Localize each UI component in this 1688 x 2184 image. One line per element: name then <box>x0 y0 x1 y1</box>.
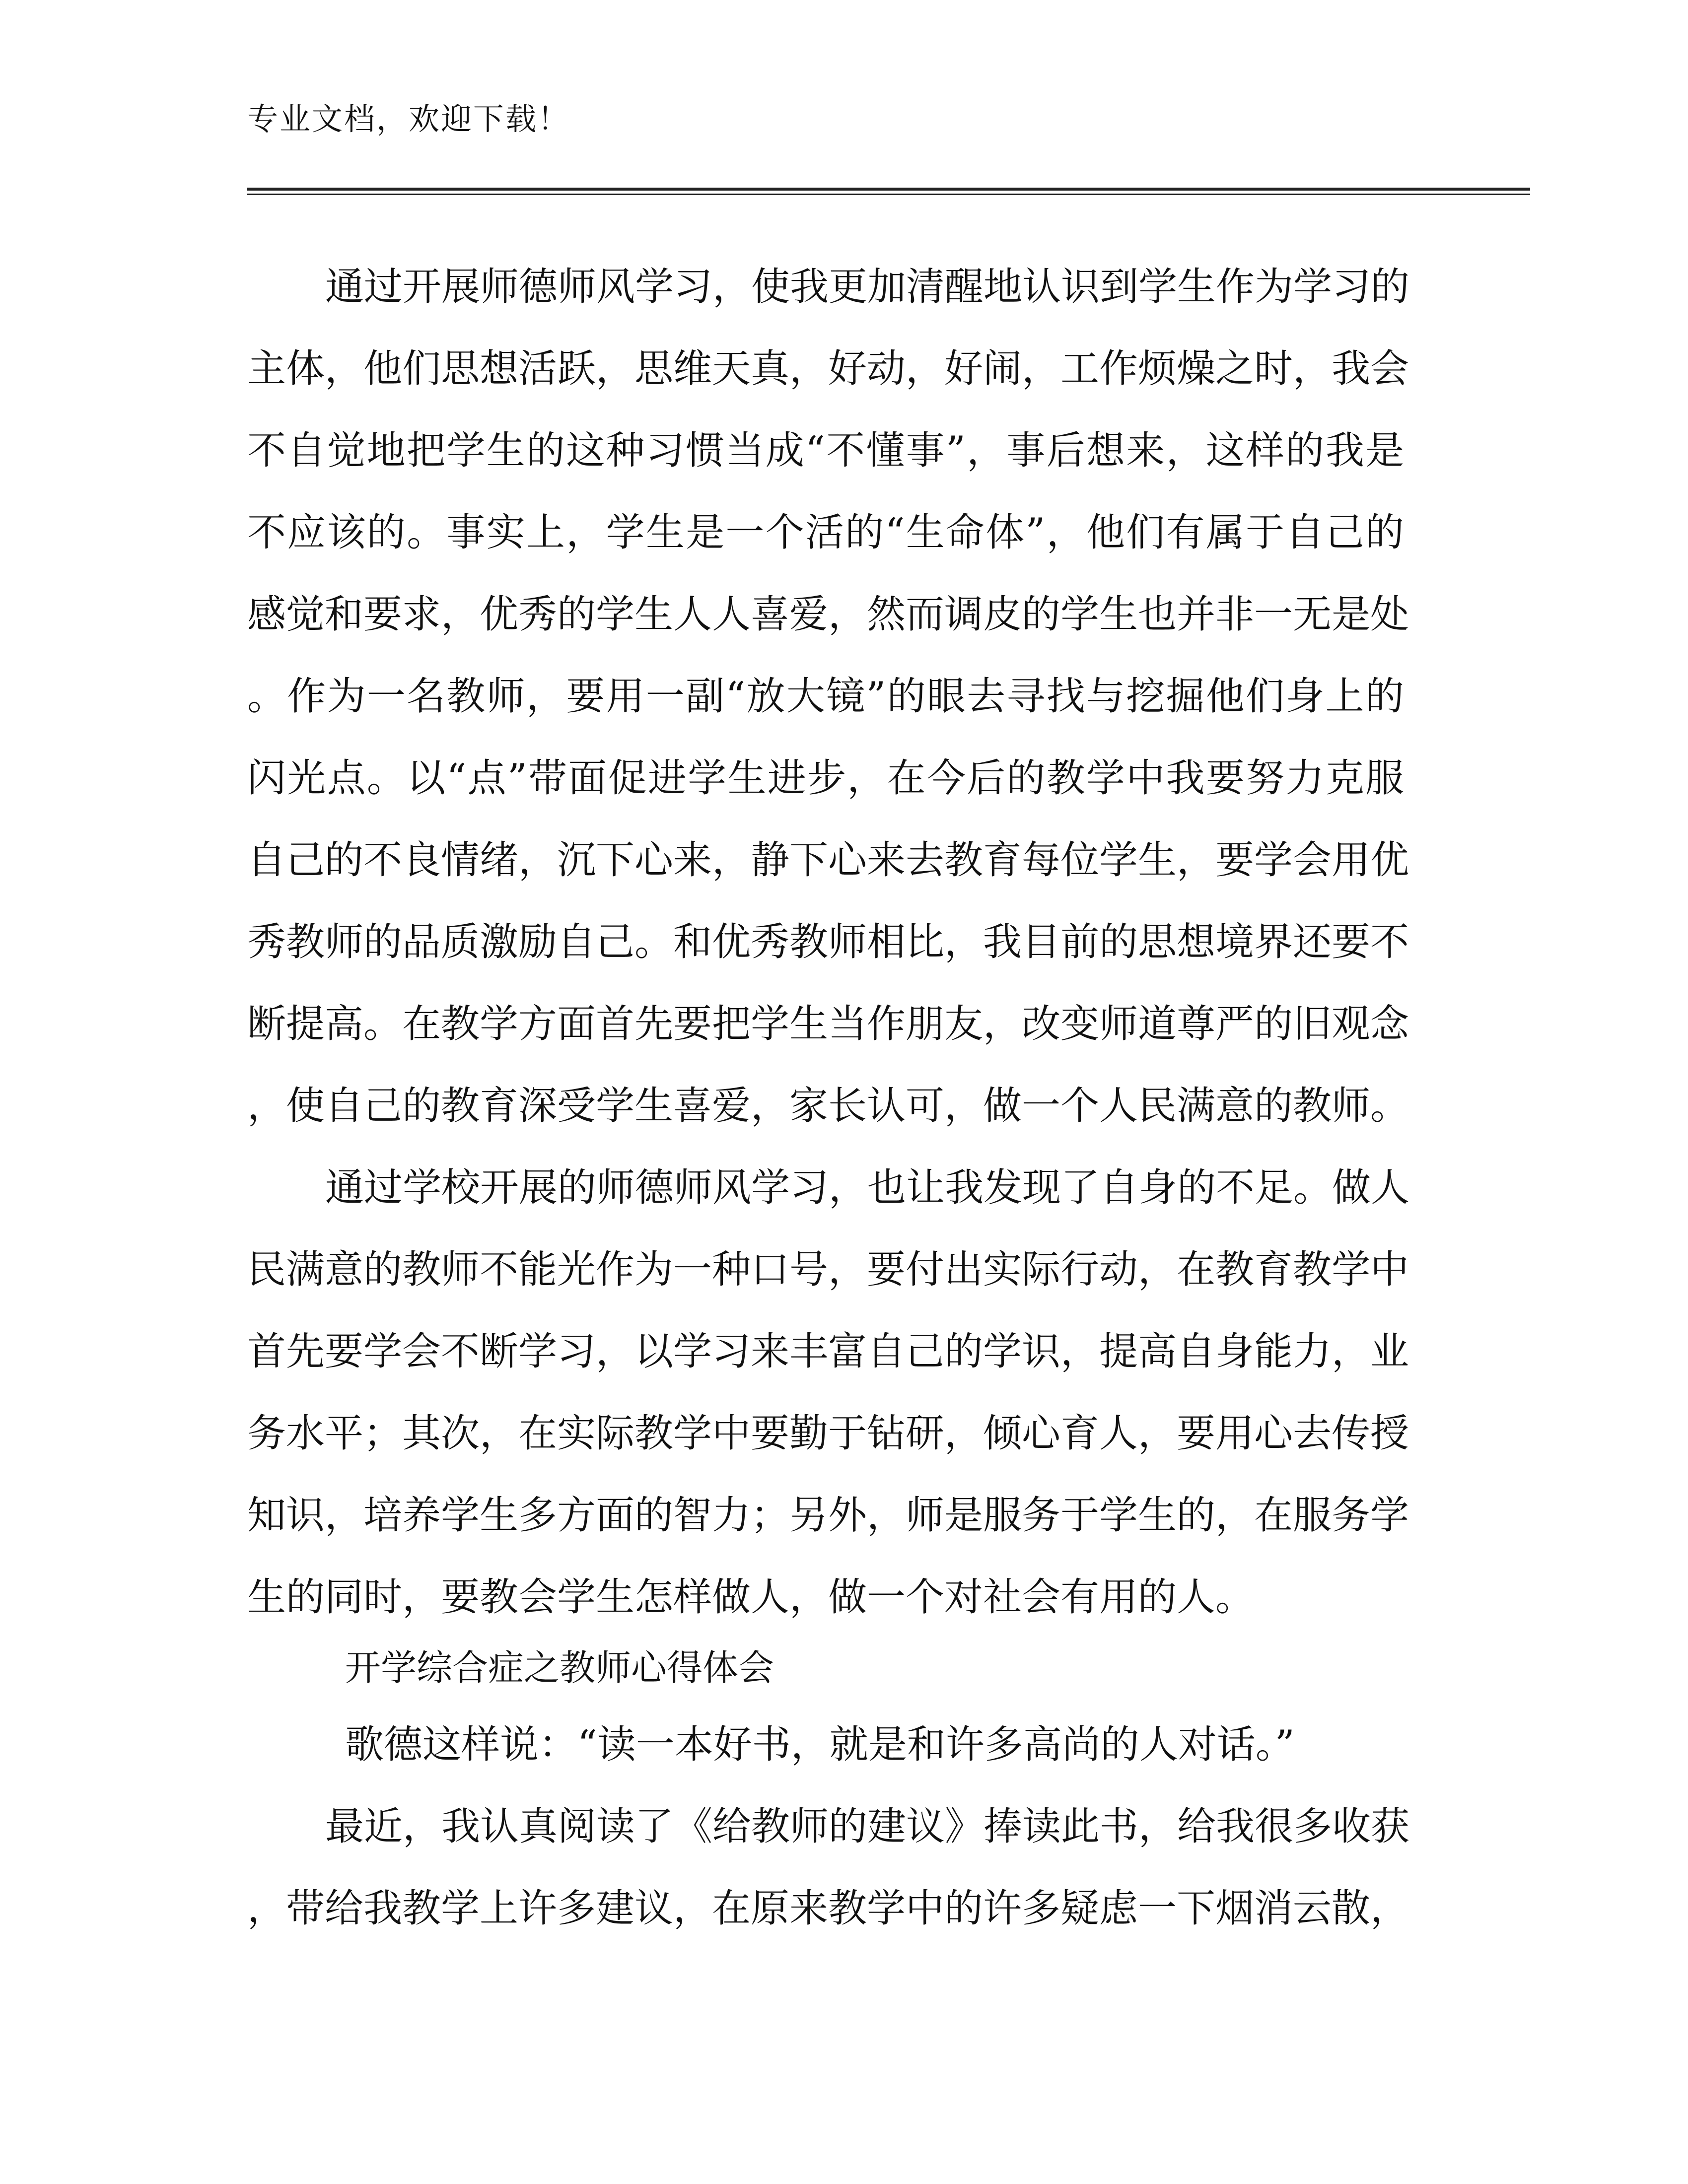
paragraph-1-line-10: 断提高。在教学方面首先要把学生当作朋友，改变师道尊严的旧观念 <box>247 1002 1409 1046</box>
paragraph-1-line-8: 自己的不良情绪，沉下心来，静下心来去教育每位学生，要学会用优 <box>247 838 1409 883</box>
final-paragraph-line-2: ，带给我教学上许多建议，在原来教学中的许多疑虑一下烟消云散， <box>247 1886 1409 1931</box>
paragraph-1-line-9: 秀教师的品质激励自己。和优秀教师相比，我目前的思想境界还要不 <box>247 920 1409 964</box>
paragraph-2-line-5: 知识，培养学生多方面的智力；另外，师是服务于学生的，在服务学 <box>247 1493 1409 1538</box>
paragraph-1-line-1: 通过开展师德师风学习，使我更加清醒地认识到学生作为学习的 <box>325 265 1410 309</box>
paragraph-1-line-2: 主体，他们思想活跃，思维天真，好动，好闹，工作烦燥之时，我会 <box>247 346 1409 391</box>
quote-line: 歌德这样说：“读一本好书，就是和许多高尚的人对话。” <box>345 1722 1295 1767</box>
paragraph-1-line-4: 不应该的。事实上，学生是一个活的“生命体”，他们有属于自己的 <box>247 510 1404 555</box>
paragraph-1-line-3: 不自觉地把学生的这种习惯当成“不懂事”，事后想来，这样的我是 <box>247 428 1404 473</box>
paragraph-2-line-2: 民满意的教师不能光作为一种口号，要付出实际行动，在教育教学中 <box>247 1247 1409 1292</box>
paragraph-1-line-11: ，使自己的教育深受学生喜爱，家长认可，做一个人民满意的教师。 <box>247 1084 1409 1128</box>
final-paragraph-line-1: 最近，我认真阅读了《给教师的建议》捧读此书，给我很多收获 <box>325 1804 1410 1849</box>
header-divider-thick <box>247 188 1530 191</box>
paragraph-1-line-6: 。作为一名教师，要用一副“放大镜”的眼去寻找与挖掘他们身上的 <box>247 674 1404 719</box>
paragraph-2-line-4: 务水平；其次，在实际教学中要勤于钻研，倾心育人，要用心去传授 <box>247 1411 1409 1456</box>
paragraph-2-line-1: 通过学校开展的师德师风学习，也让我发现了自身的不足。做人 <box>325 1165 1410 1210</box>
paragraph-1-line-5: 感觉和要求，优秀的学生人人喜爱，然而调皮的学生也并非一无是处 <box>247 592 1409 637</box>
page-header-text: 专业文档，欢迎下载！ <box>247 101 570 137</box>
paragraph-1-line-7: 闪光点。以“点”带面促进学生进步，在今后的教学中我要努力克服 <box>247 756 1404 801</box>
header-divider-thin <box>247 194 1530 195</box>
paragraph-2-line-6: 生的同时，要教会学生怎样做人，做一个对社会有用的人。 <box>247 1575 1255 1620</box>
paragraph-2-line-3: 首先要学会不断学习，以学习来丰富自己的学识，提高自身能力，业 <box>247 1329 1409 1374</box>
section-title: 开学综合症之教师心得体会 <box>345 1647 774 1689</box>
